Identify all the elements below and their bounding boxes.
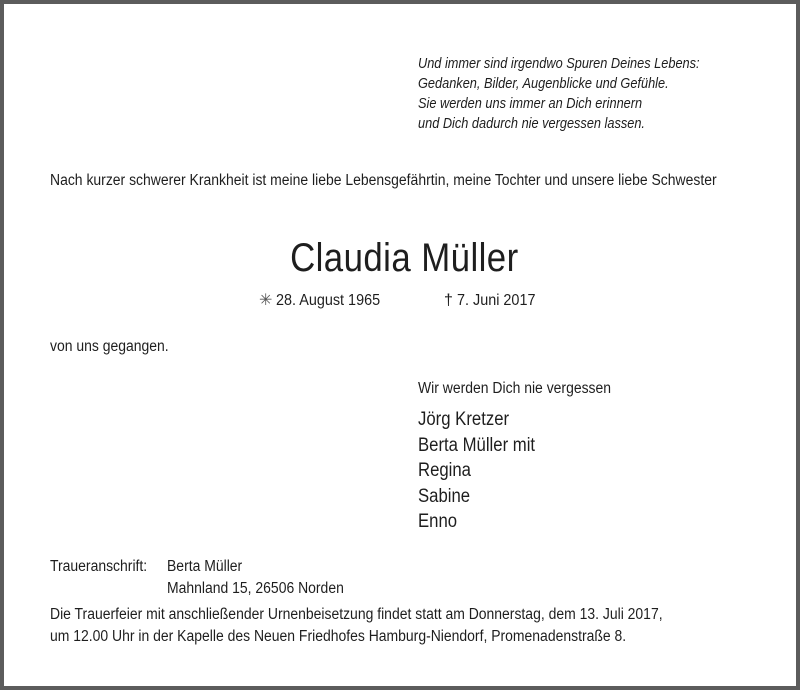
deceased-name-text: Claudia Müller	[289, 236, 519, 280]
mourner-name: Enno	[418, 511, 458, 532]
poem-line: Gedanken, Bilder, Augenblicke und Gefühle.	[418, 76, 669, 92]
poem-line: und Dich dadurch nie vergessen lassen.	[418, 116, 645, 132]
poem-line: Sie werden uns immer an Dich erinnern	[418, 96, 643, 112]
funeral-line: Die Trauerfeier mit anschließender Urnenbeisetzung findet statt am Donnerstag, dem 13. Juli 2017,	[50, 606, 663, 623]
mourner-name: Jörg Kretzer	[418, 409, 510, 430]
birth-star-icon: ✳	[259, 292, 273, 309]
address-line: Mahnland 15, 26506 Norden	[167, 580, 344, 597]
death-cross-icon: †	[444, 292, 453, 309]
birth-date	[259, 290, 392, 312]
intro-paragraph: Nach kurzer schwerer Krankheit ist meine liebe Lebensgefährtin, meine Tochter und unsere liebe Schwester	[50, 172, 717, 189]
poem-line: Und immer sind irgendwo Spuren Deines Lebens:	[418, 56, 700, 72]
poem	[418, 54, 700, 134]
funeral-line: um 12.00 Uhr in der Kapelle des Neuen Friedhofes Hamburg-Niendorf, Promenadenstraße 8.	[50, 628, 627, 645]
address-line: Berta Müller	[167, 558, 243, 575]
remembrance-text: Wir werden Dich nie vergessen	[418, 380, 612, 397]
mourner-name: Regina	[418, 460, 471, 481]
mourner-name: Berta Müller mit	[418, 434, 536, 456]
death-date-text: 7. Juni 2017	[456, 292, 536, 309]
mourners-list	[418, 407, 535, 535]
death-date	[444, 290, 544, 312]
mourner-name: Sabine	[418, 485, 471, 507]
deceased-name	[4, 232, 800, 284]
birth-date-text: 28. August 1965	[276, 292, 381, 309]
intro-text	[50, 170, 772, 192]
passed-away-text: von uns gegangen.	[50, 338, 169, 355]
funeral-info	[50, 604, 663, 648]
mourning-address	[167, 556, 344, 600]
address-label: Traueranschrift:	[50, 558, 148, 575]
